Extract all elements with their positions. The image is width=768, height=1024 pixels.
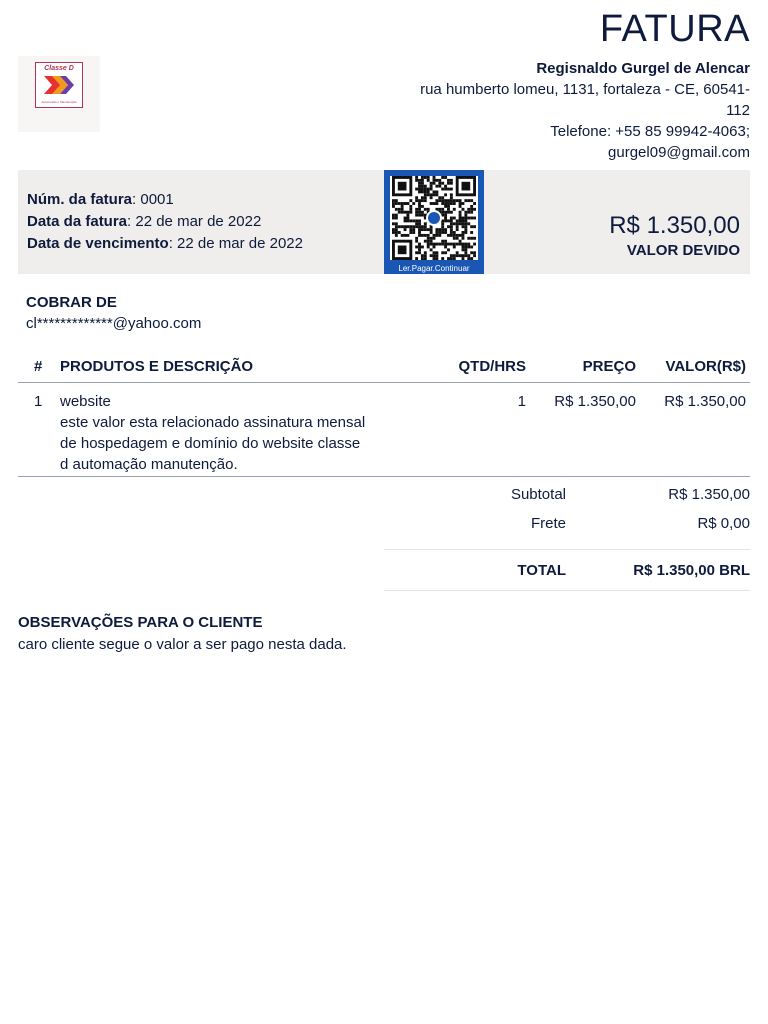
logo-text: Classe D xyxy=(44,65,74,72)
amount-due-value: R$ 1.350,00 xyxy=(609,212,740,239)
total-label: TOTAL xyxy=(517,562,566,579)
header-price: PREÇO xyxy=(582,358,636,375)
invoice-number-value: : 0001 xyxy=(132,191,174,208)
row-desc-line3: d automação manutenção. xyxy=(60,456,238,473)
invoice-due-value: : 22 de mar de 2022 xyxy=(168,235,303,252)
invoice-date xyxy=(27,211,303,233)
shipping-line xyxy=(384,515,750,544)
invoice-date-label: Data da fatura xyxy=(27,213,128,230)
header-value: VALOR(R$) xyxy=(665,358,746,375)
row-title: website xyxy=(60,393,111,410)
items-table xyxy=(18,356,750,477)
sender-info xyxy=(370,58,750,163)
subtotal-label: Subtotal xyxy=(510,486,566,503)
company-logo xyxy=(18,56,100,132)
row-qty: 1 xyxy=(517,393,526,410)
invoice-date-value: : 22 de mar de 2022 xyxy=(127,213,262,230)
subtotal-line xyxy=(384,486,750,515)
bill-to xyxy=(26,292,201,334)
notes-text: caro cliente segue o valor a ser pago nesta dada. xyxy=(18,636,347,653)
qr-code-icon xyxy=(390,176,478,260)
amount-due xyxy=(609,212,740,259)
notes-label: OBSERVAÇÕES PARA O CLIENTE xyxy=(18,614,263,631)
totals xyxy=(384,486,750,591)
sender-name: Regisnaldo Gurgel de Alencar xyxy=(536,60,750,77)
invoice-meta-band xyxy=(18,170,750,274)
row-price: R$ 1.350,00 xyxy=(554,393,636,410)
qr-caption: Ler.Pagar.Continuar xyxy=(398,264,470,273)
invoice-number-label: Núm. da fatura xyxy=(27,191,133,208)
logo-subtitle: Automação e Manutenção xyxy=(41,100,77,104)
bill-to-email: cl*************@yahoo.com xyxy=(26,315,202,332)
invoice-due-date xyxy=(27,233,303,255)
row-desc-line1: este valor esta relacionado assinatura mensal xyxy=(60,414,366,431)
row-num: 1 xyxy=(34,393,43,410)
sender-email: gurgel09@gmail.com xyxy=(608,144,750,161)
document-title: FATURA xyxy=(599,8,750,50)
invoice-due-label: Data de vencimento xyxy=(27,235,169,252)
shipping-value: R$ 0,00 xyxy=(697,515,750,532)
invoice-meta xyxy=(27,189,303,255)
header-qty: QTD/HRS xyxy=(458,358,526,375)
amount-due-label: VALOR DEVIDO xyxy=(626,242,740,259)
sender-address-line1: rua humberto lomeu, 1131, fortaleza - CE, 60541- xyxy=(420,81,750,98)
logo-mark xyxy=(35,62,83,108)
sender-address-line2: 112 xyxy=(726,102,750,119)
total-line xyxy=(384,550,750,591)
table-header xyxy=(18,356,750,383)
payment-qr-code[interactable] xyxy=(384,170,484,274)
total-value: R$ 1.350,00 BRL xyxy=(633,562,750,579)
bill-to-label: COBRAR DE xyxy=(26,294,117,311)
invoice-number xyxy=(27,189,303,211)
sender-phone: Telefone: +55 85 99942-4063; xyxy=(550,123,750,140)
header-desc: PRODUTOS E DESCRIÇÃO xyxy=(60,358,254,375)
table-row xyxy=(18,383,750,477)
subtotal-value: R$ 1.350,00 xyxy=(668,486,750,503)
header-num: # xyxy=(34,358,43,375)
shipping-label: Frete xyxy=(530,515,566,532)
customer-notes xyxy=(18,612,347,656)
row-description xyxy=(60,391,420,475)
row-value: R$ 1.350,00 xyxy=(664,393,746,410)
row-desc-line2: de hospedagem e domínio do website classe xyxy=(60,435,361,452)
